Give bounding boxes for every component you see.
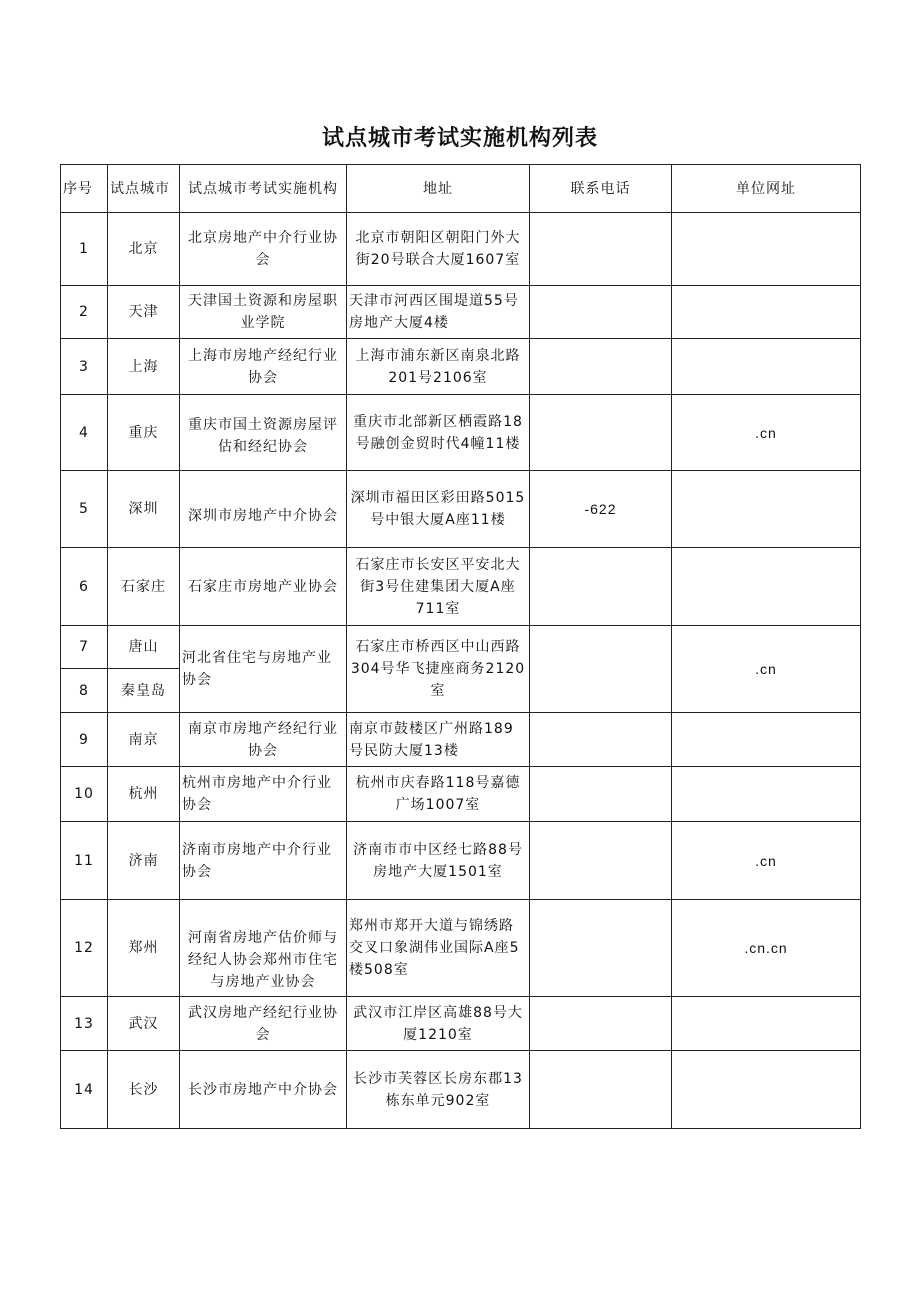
- cell-org: 杭州市房地产中介行业协会: [180, 767, 347, 822]
- cell-phone: [530, 548, 672, 626]
- cell-website: .cn: [672, 395, 861, 471]
- cell-phone: [530, 626, 672, 713]
- header-website: 单位网址: [672, 165, 861, 213]
- cell-city: 重庆: [108, 395, 180, 471]
- table-row: [61, 395, 861, 471]
- cell-org: 北京房地产中介行业协会: [180, 213, 347, 286]
- cell-no: 2: [61, 286, 108, 339]
- cell-website: [672, 767, 861, 822]
- cell-org: 河北省住宅与房地产业协会: [180, 626, 347, 713]
- header-address: 地址: [347, 165, 530, 213]
- cell-city: 唐山: [108, 626, 180, 669]
- cell-no: 5: [61, 471, 108, 548]
- cell-phone: -622: [530, 471, 672, 548]
- cell-address: 上海市浦东新区南泉北路201号2106室: [347, 339, 530, 395]
- cell-address: 石家庄市桥西区中山西路304号华飞捷座商务2120室: [347, 626, 530, 713]
- cell-city: 天津: [108, 286, 180, 339]
- cell-org: 天津国土资源和房屋职业学院: [180, 286, 347, 339]
- cell-website: [672, 339, 861, 395]
- header-no: 序号: [61, 165, 108, 213]
- table-row: [61, 286, 861, 339]
- cell-org: 南京市房地产经纪行业协会: [180, 713, 347, 767]
- cell-website: [672, 997, 861, 1051]
- cell-org: 长沙市房地产中介协会: [180, 1051, 347, 1129]
- cell-address: 南京市鼓楼区广州路189号民防大厦13楼: [347, 713, 530, 767]
- cell-no: 4: [61, 395, 108, 471]
- cell-address: 杭州市庆春路118号嘉德广场1007室: [347, 767, 530, 822]
- cell-phone: [530, 997, 672, 1051]
- cell-org: 石家庄市房地产业协会: [180, 548, 347, 626]
- cell-website: [672, 213, 861, 286]
- cell-city: 上海: [108, 339, 180, 395]
- header-row: [61, 165, 861, 213]
- cell-city: 杭州: [108, 767, 180, 822]
- cell-address: 天津市河西区围堤道55号房地产大厦4楼: [347, 286, 530, 339]
- cell-org: 武汉房地产经纪行业协会: [180, 997, 347, 1051]
- cell-org: 上海市房地产经纪行业协会: [180, 339, 347, 395]
- cell-org: 河南省房地产估价师与经纪人协会郑州市住宅与房地产业协会: [180, 900, 347, 997]
- cell-address: 济南市市中区经七路88号房地产大厦1501室: [347, 822, 530, 900]
- cell-city: 秦皇岛: [108, 669, 180, 713]
- cell-city: 深圳: [108, 471, 180, 548]
- cell-address: 北京市朝阳区朝阳门外大街20号联合大厦1607室: [347, 213, 530, 286]
- cell-org: 重庆市国土资源房屋评估和经纪协会: [180, 395, 347, 471]
- table-row: [61, 213, 861, 286]
- cell-phone: [530, 213, 672, 286]
- table-row: [61, 1051, 861, 1129]
- table-row: [61, 548, 861, 626]
- cell-no: 6: [61, 548, 108, 626]
- cell-no: 10: [61, 767, 108, 822]
- cell-website: .cn.cn: [672, 900, 861, 997]
- cell-phone: [530, 767, 672, 822]
- cell-no: 14: [61, 1051, 108, 1129]
- cell-city: 石家庄: [108, 548, 180, 626]
- header-city: 试点城市: [108, 165, 180, 213]
- cell-website: [672, 713, 861, 767]
- cell-phone: [530, 286, 672, 339]
- cell-org: 济南市房地产中介行业协会: [180, 822, 347, 900]
- table-row: [61, 626, 861, 669]
- institution-table: [60, 164, 861, 1129]
- cell-no: 11: [61, 822, 108, 900]
- cell-no: 13: [61, 997, 108, 1051]
- table-row: [61, 900, 861, 997]
- cell-no: 3: [61, 339, 108, 395]
- cell-address: 重庆市北部新区栖霞路18号融创金贸时代4幢11楼: [347, 395, 530, 471]
- cell-website: [672, 548, 861, 626]
- cell-no: 1: [61, 213, 108, 286]
- cell-city: 济南: [108, 822, 180, 900]
- table-row: [61, 713, 861, 767]
- cell-city: 武汉: [108, 997, 180, 1051]
- cell-city: 长沙: [108, 1051, 180, 1129]
- cell-phone: [530, 900, 672, 997]
- cell-phone: [530, 395, 672, 471]
- cell-address: 郑州市郑开大道与锦绣路交叉口象湖伟业国际A座5楼508室: [347, 900, 530, 997]
- cell-phone: [530, 1051, 672, 1129]
- cell-address: 石家庄市长安区平安北大街3号住建集团大厦A座711室: [347, 548, 530, 626]
- cell-no: 8: [61, 669, 108, 713]
- cell-phone: [530, 822, 672, 900]
- cell-address: 深圳市福田区彩田路5015号中银大厦A座11楼: [347, 471, 530, 548]
- cell-website: [672, 286, 861, 339]
- cell-website: .cn: [672, 626, 861, 713]
- cell-phone: [530, 713, 672, 767]
- table-row: [61, 822, 861, 900]
- table-row: [61, 339, 861, 395]
- cell-address: 武汉市江岸区高雄88号大厦1210室: [347, 997, 530, 1051]
- cell-org: 深圳市房地产中介协会: [180, 471, 347, 548]
- cell-city: 北京: [108, 213, 180, 286]
- table-row: [61, 471, 861, 548]
- header-phone: 联系电话: [530, 165, 672, 213]
- cell-no: 12: [61, 900, 108, 997]
- header-org: 试点城市考试实施机构: [180, 165, 347, 213]
- cell-address: 长沙市芙蓉区长房东郡13栋东单元902室: [347, 1051, 530, 1129]
- cell-no: 9: [61, 713, 108, 767]
- cell-no: 7: [61, 626, 108, 669]
- page-title: 试点城市考试实施机构列表: [321, 126, 598, 151]
- table-row: [61, 997, 861, 1051]
- cell-city: 南京: [108, 713, 180, 767]
- table-row: [61, 767, 861, 822]
- cell-website: [672, 471, 861, 548]
- cell-website: .cn: [672, 822, 861, 900]
- cell-city: 郑州: [108, 900, 180, 997]
- cell-website: [672, 1051, 861, 1129]
- cell-phone: [530, 339, 672, 395]
